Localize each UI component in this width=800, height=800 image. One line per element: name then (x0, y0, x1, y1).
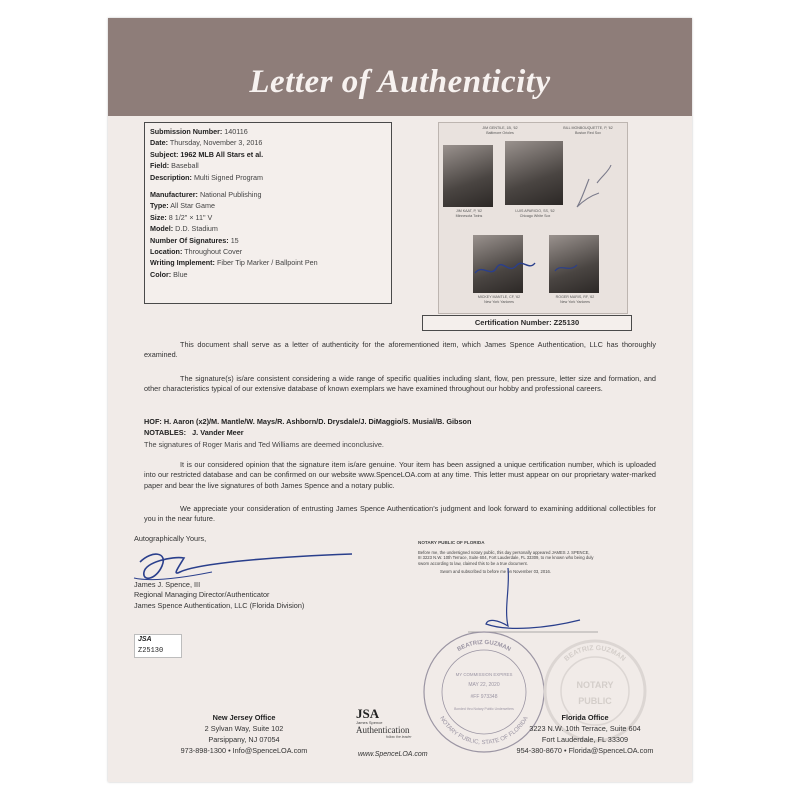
body-paragraph-3: It is our considered opinion that the signature item is/are genuine. Your item has been assigned a unique certification number, which is uploaded into our restricted database and can be confirmed on our website www.SpenceLOA.com at any time. This letter must appear on our proprietary water-marked paper and bear the live signatures of both James Spence and a notary public. (144, 460, 656, 490)
seal-state: NOTARY PUBLIC, STATE OF FLORIDA (438, 715, 530, 747)
jsa-logo: JSA James Spence Authentication follow the leader (356, 706, 412, 739)
body-paragraph-4: We appreciate your consideration of entrusting James Spence Authentication’s judgment and look forward to examining additional collectibles for you in the near future. (144, 504, 656, 524)
website-link[interactable]: www.SpenceLOA.com (358, 751, 428, 758)
detail-model: Model: D.D. Stadium (150, 224, 218, 234)
detail-manufacturer: Manufacturer: National Publishing (150, 190, 262, 200)
detail-description: Description: Multi Signed Program (150, 172, 264, 182)
signer-company: James Spence Authentication, LLC (Florida Division) (134, 600, 305, 610)
photo-caption-maris: ROGER MARIS, RF, '62 New York Yankees (555, 295, 595, 304)
photo-caption-aparicio: LUIS APARICIO, SS, '62 Chicago White Sox (515, 209, 555, 218)
detail-type: Type: All Star Game (150, 201, 215, 211)
certification-number-box: Certification Number: Z25130 (422, 315, 632, 331)
nj-office: New Jersey Office 2 Sylvan Way, Suite 102 Parsippany, NJ 07054 973-898-1300 • Info@SpenceLOA.com (180, 713, 308, 755)
page-title: Letter of Authenticity (249, 64, 551, 100)
detail-location: Location: Throughout Cover (150, 247, 243, 257)
seal-bonded: Bonded thru Notary Public Underwriters (454, 707, 514, 711)
emboss-public: PUBLIC (578, 696, 612, 706)
detail-subject: Subject: 1962 MLB All Stars et al. (150, 149, 264, 159)
seal-name: BEATRIZ GUZMAN (456, 639, 512, 654)
notary-block: NOTARY PUBLIC OF FLORIDA Before me, the undersigned notary public, this day personally appeared JAMES J. SPENCE, III 3223 N.W. 10th Terrace, Suite 604, Fort Lauderdale, FL 33309, to me known who being duly sworn according to law, claimed this to be a true document. Sworn and subscribed to before me on November 03, 2016. (418, 540, 594, 575)
closing-salutation: Autographically Yours, (134, 534, 207, 543)
detail-field: Field: Baseball (150, 161, 199, 171)
detail-submission: Submission Number: 140116 (150, 127, 248, 136)
body-paragraph-2: The signature(s) is/are consistent considering a wide range of specific qualities including slant, flow, pen pressure, letter size and formation, and other characteristics typical of our extensive database of known exemplars we have examined throughout our hobby and professional careers. (144, 374, 656, 394)
seal-commission: MY COMMISSION EXPIRES (455, 672, 513, 677)
signer-title: Regional Managing Director/Authenticator (134, 590, 270, 600)
fl-office: Florida Office 3223 N.W. 10th Terrace, Suite 604 Fort Lauderdale, FL 33309 954-380-8670 • Florida@SpenceLOA.com (516, 713, 654, 755)
photo-caption-top-right: BILL MONBOUQUETTE, P, '62 Boston Red Sox (563, 126, 613, 135)
emboss-notary: NOTARY (576, 680, 614, 690)
notables-line: NOTABLES: J. Vander Meer (144, 428, 244, 437)
item-details-box (144, 122, 392, 304)
seal-expires: MAY 22, 2020 (468, 682, 500, 688)
photo-caption-kaat: JIM KAAT, P, '62 Minnesota Twins (455, 209, 483, 218)
hof-line: HOF: H. Aaron (x2)/M. Mantle/W. Mays/R. Ashborn/D. Drysdale/J. DiMaggio/S. Musial/B. Gibson (144, 417, 472, 426)
svg-text:BEATRIZ GUZMAN (457, 640, 512, 653)
photo-caption-top-left: JIM GENTILE, 1B, '62 Baltimore Orioles (482, 126, 518, 135)
emboss-name: BEATRIZ GUZMAN (563, 644, 627, 663)
photo-autographs (439, 123, 627, 313)
detail-size: Size: 8 1/2" × 11" V (150, 212, 213, 222)
signer-name: James J. Spence, III (134, 580, 201, 589)
jsa-hologram-sticker: JSA Z25130 (134, 634, 182, 658)
header-banner (108, 18, 692, 116)
body-paragraph-1: This document shall serve as a letter of authenticity for the aforementioned item, which James Spence Authentication, LLC has thoroughly examined. (144, 340, 656, 360)
detail-color: Color: Blue (150, 269, 188, 279)
item-photo (438, 122, 628, 314)
detail-signatures: Number Of Signatures: 15 (150, 235, 239, 245)
detail-date: Date: Thursday, November 3, 2016 (150, 138, 263, 148)
detail-implement: Writing Implement: Fiber Tip Marker / Ballpoint Pen (150, 258, 318, 268)
photo-caption-mantle: MICKEY MANTLE, CF, '62 New York Yankees (477, 295, 521, 304)
seal-number: #FF 973348 (470, 694, 498, 700)
closing-block (134, 580, 304, 611)
letter-paper (108, 18, 692, 782)
inconclusive-note: The signatures of Roger Maris and Ted Williams are deemed inconclusive. (144, 440, 384, 449)
